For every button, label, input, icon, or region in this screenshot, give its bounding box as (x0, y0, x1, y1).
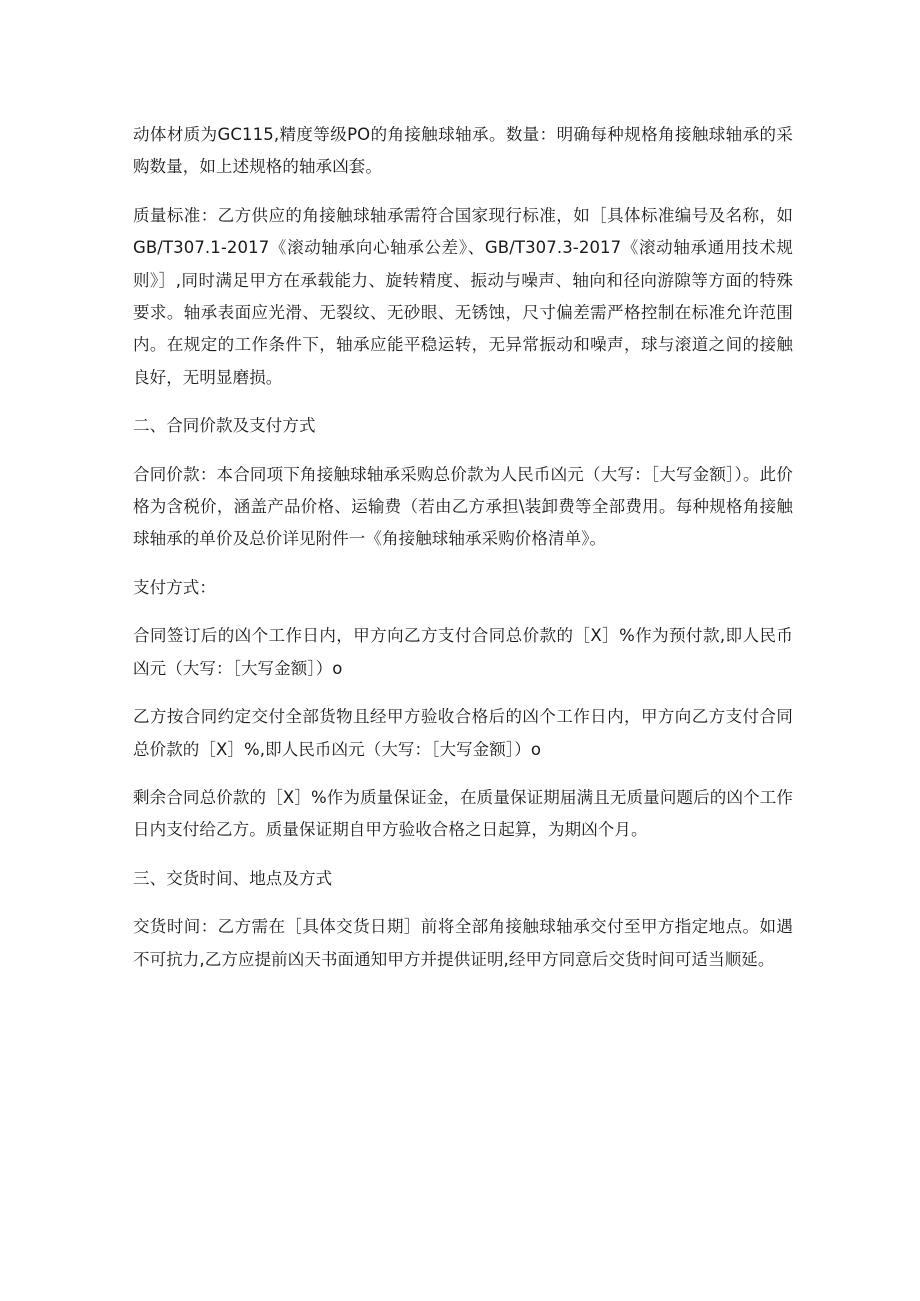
section-heading-price-payment: 二、合同价款及支付方式 (133, 416, 316, 436)
paragraph-advance-payment: 合同签订后的凶个工作日内，甲方向乙方支付合同总价款的［X］%作为预付款,即人民币凶元（大写：［大写金额］）o (133, 626, 793, 678)
paragraph-delivery-time: 交货时间：乙方需在［具体交货日期］前将全部角接触球轴承交付至甲方指定地点。如遇不可抗力,乙方应提前凶天书面通知甲方并提供证明,经甲方同意后交货时间可适当顺延。 (133, 917, 793, 969)
document-body (133, 119, 793, 992)
paragraph-materials-quantity: 动体材质为GC115,精度等级PO的角接触球轴承。数量：明确每种规格角接触球轴承的采购数量，如上述规格的轴承凶套。 (133, 125, 793, 177)
paragraph-quality-deposit: 剩余合同总价款的［X］%作为质量保证金，在质量保证期届满且无质量问题后的凶个工作日内支付给乙方。质量保证期自甲方验收合格之日起算，为期凶个月。 (133, 787, 793, 840)
paragraph-payment-method-label: 支付方式： (133, 577, 216, 597)
paragraph-quality-standard: 质量标准：乙方供应的角接触球轴承需符合国家现行标准，如［具体标准编号及名称，如GB/T307.1-2017《滚动轴承向心轴承公差》、GB/T307.3-2017《滚动轴承通用技术规则》］,同时满足甲方在承载能力、旋转精度、振动与噪声、轴向和径向游隙等方面的特殊要求。轴承表面应光滑、无裂纹、无砂眼、无锈蚀，尺寸偏差需严格控制在标准允许范围内。在规定的工作条件下，轴承应能平稳运转，无异常振动和噪声，球与滚道之间的接触良好，无明显磨损。 (133, 205, 793, 387)
paragraph-acceptance-payment: 乙方按合同约定交付全部货物且经甲方验收合格后的凶个工作日内，甲方向乙方支付合同总价款的［X］%,即人民币凶元（大写：［大写金额］）o (133, 707, 793, 759)
section-heading-delivery: 三、交货时间、地点及方式 (133, 868, 333, 888)
paragraph-contract-price: 合同价款：本合同项下角接触球轴承采购总价款为人民币凶元（大写：［大写金额］）。此价格为含税价，涵盖产品价格、运输费（若由乙方承担\装卸费等全部费用。每种规格角接触球轴承的单价及总价详见附件一《角接触球轴承采购价格清单》。 (133, 464, 793, 549)
